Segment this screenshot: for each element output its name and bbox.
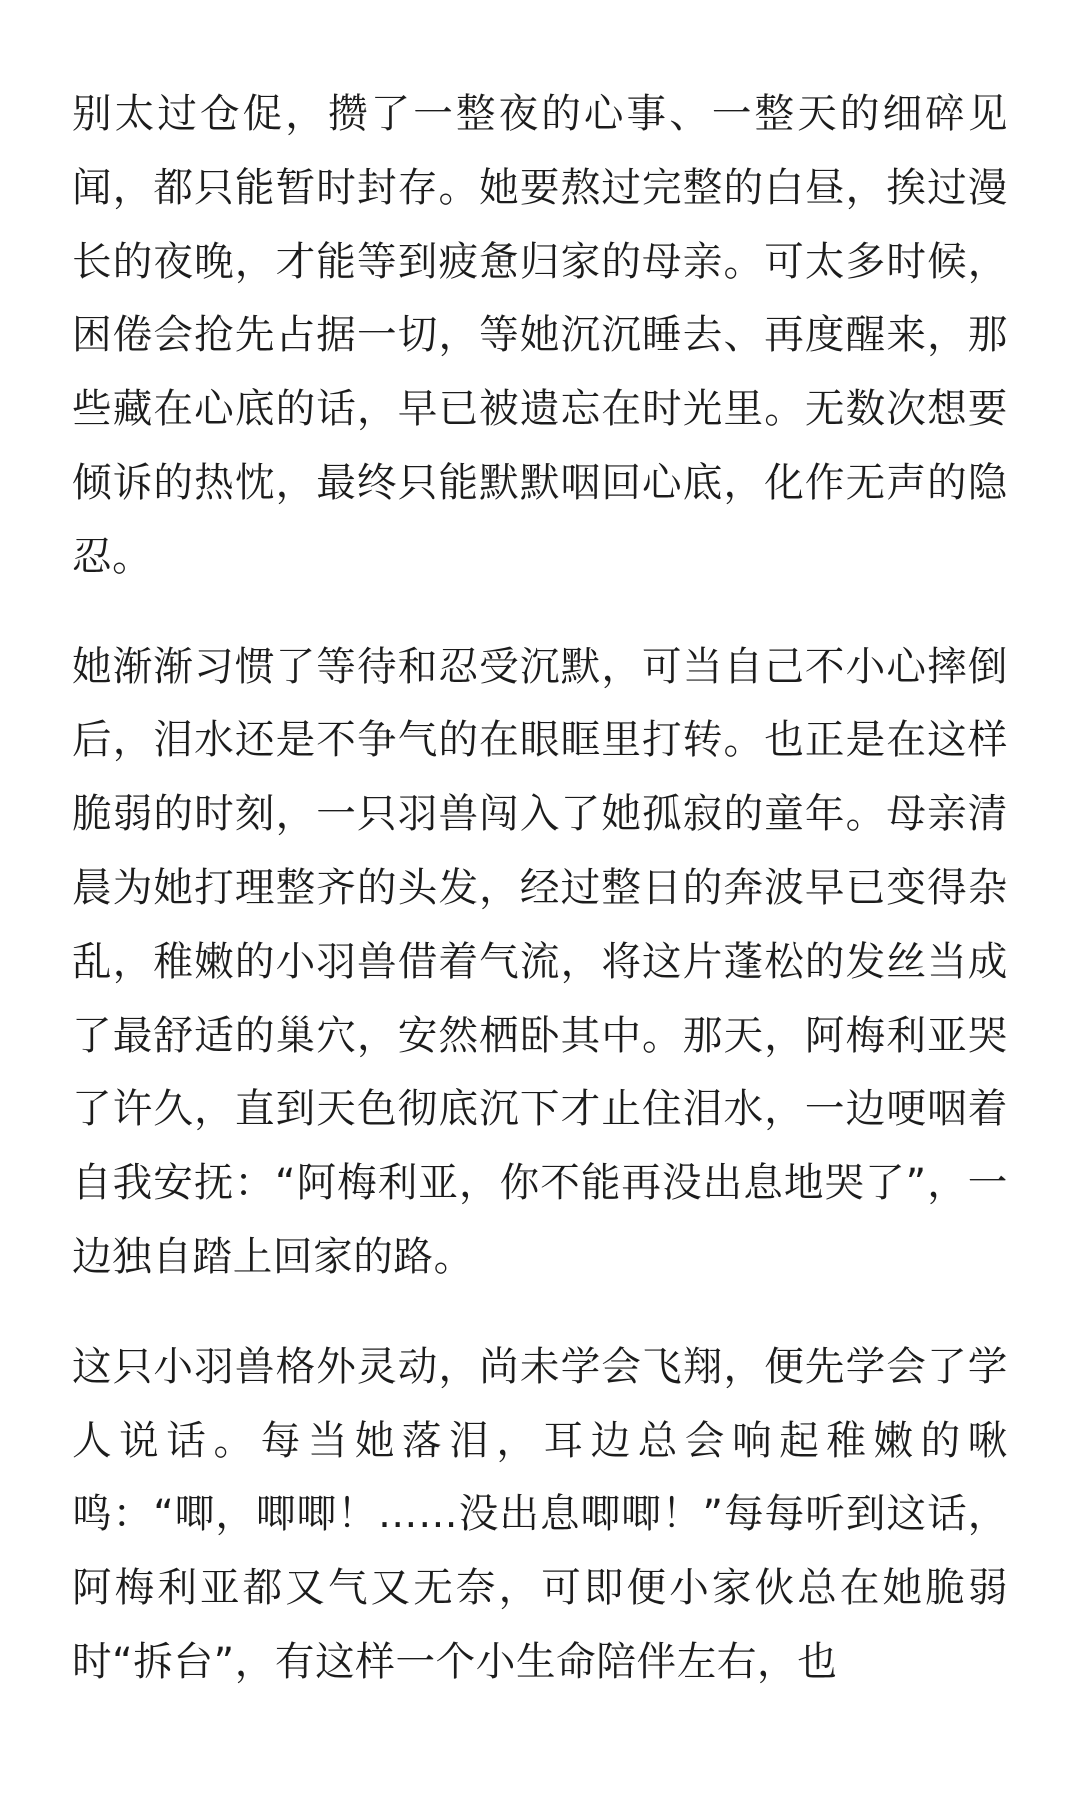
paragraph: 别太过仓促，攒了一整夜的心事、一整天的细碎见闻，都只能暂时封存。她要熬过完整的白昼，挨过漫长的夜晚，才能等到疲惫归家的母亲。可太多时候，困倦会抢先占据一切，等她沉沉睡去、再度醒来，那些藏在心底的话，早已被遗忘在时光里。无数次想要倾诉的热忱，最终只能默默咽回心底，化作无声的隐忍。 [72,91,1008,580]
paragraph: 她渐渐习惯了等待和忍受沉默，可当自己不小心摔倒后，泪水还是不争气的在眼眶里打转。也正是在这样脆弱的时刻，一只羽兽闯入了她孤寂的童年。母亲清晨为她打理整齐的头发，经过整日的奔波早已变得杂乱，稚嫩的小羽兽借着气流，将这片蓬松的发丝当成了最舒适的巢穴，安然栖卧其中。那天，阿梅利亚哭了许久，直到天色彻底沉下才止住泪水，一边哽咽着自我安抚：“阿梅利亚，你不能再没出息地哭了”，一边独自踏上回家的路。 [72,643,1008,1280]
paragraph: 这只小羽兽格外灵动，尚未学会飞翔，便先学会了学人说话。每当她落泪，耳边总会响起稚嫩的啾鸣：“唧，唧唧！……没出息唧唧！”每每听到这话，阿梅利亚都又气又无奈，可即便小家伙总在她脆弱时“拆台”，有这样一个小生命陪伴左右，也 [72,1343,1008,1685]
article-body [72,78,1008,1700]
